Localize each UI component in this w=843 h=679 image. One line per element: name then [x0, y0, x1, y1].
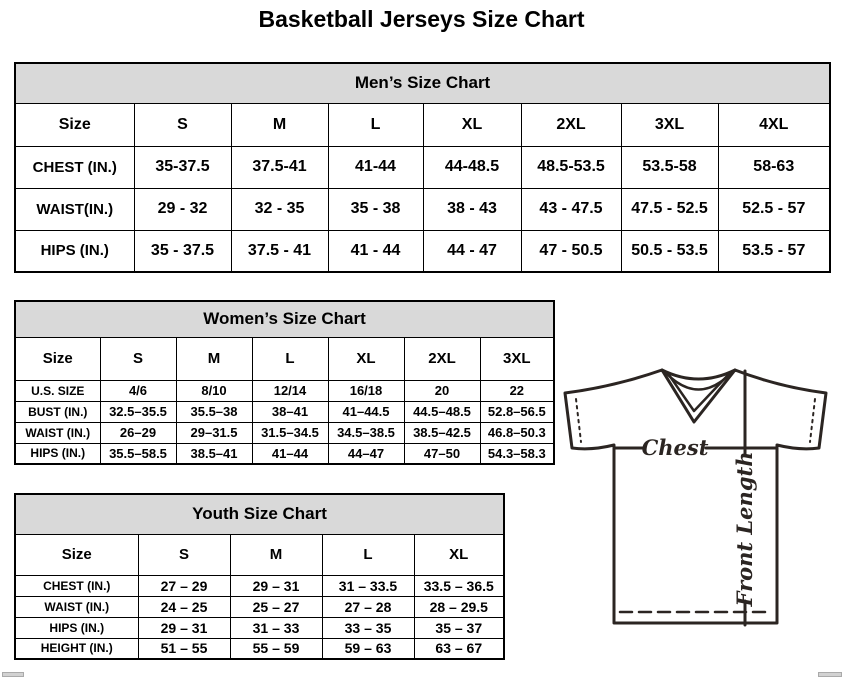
women-table-row: [15, 443, 554, 464]
women-value-cell: 16/18: [328, 380, 404, 401]
youth-value-cell: 33 – 35: [322, 617, 414, 638]
youth-value-cell: 25 – 27: [230, 596, 322, 617]
jersey-measurement-diagram: [557, 362, 843, 662]
women-value-cell: 4/6: [100, 380, 176, 401]
left-sleeve-stitch-line: [576, 399, 581, 442]
right-sleeve-stitch-line: [810, 399, 815, 442]
women-size-column-header: M: [176, 337, 252, 380]
women-table-title: Women’s Size Chart: [15, 301, 554, 337]
women-value-cell: 41–44: [252, 443, 328, 464]
women-value-cell: 38.5–42.5: [404, 422, 480, 443]
women-table-row: [15, 401, 554, 422]
women-value-cell: 44.5–48.5: [404, 401, 480, 422]
page-title: Basketball Jerseys Size Chart: [258, 6, 585, 32]
women-value-cell: 35.5–38: [176, 401, 252, 422]
men-value-cell: 35-37.5: [134, 146, 231, 188]
men-table-title: Men’s Size Chart: [15, 63, 830, 103]
women-row-label: WAIST (IN.): [15, 422, 100, 443]
men-table-row: [15, 230, 830, 272]
women-table-row: [15, 422, 554, 443]
men-value-cell: 43 - 47.5: [521, 188, 621, 230]
men-size-column-header: 4XL: [718, 103, 830, 146]
youth-row-label: HEIGHT (IN.): [15, 638, 138, 659]
men-size-column-header: XL: [423, 103, 521, 146]
women-row-label: U.S. SIZE: [15, 380, 100, 401]
women-row-label: HIPS (IN.): [15, 443, 100, 464]
men-value-cell: 44-48.5: [423, 146, 521, 188]
youth-table-row: [15, 617, 504, 638]
men-value-cell: 44 - 47: [423, 230, 521, 272]
women-value-cell: 29–31.5: [176, 422, 252, 443]
women-value-cell: 26–29: [100, 422, 176, 443]
youth-table-title: Youth Size Chart: [15, 494, 504, 534]
men-value-cell: 41-44: [328, 146, 423, 188]
men-value-cell: 35 - 37.5: [134, 230, 231, 272]
youth-value-cell: 31 – 33: [230, 617, 322, 638]
women-value-cell: 8/10: [176, 380, 252, 401]
youth-value-cell: 51 – 55: [138, 638, 230, 659]
youth-value-cell: 63 – 67: [414, 638, 504, 659]
men-value-cell: 29 - 32: [134, 188, 231, 230]
men-size-corner-header: Size: [15, 103, 134, 146]
men-table-row: [15, 188, 830, 230]
men-table-row: [15, 146, 830, 188]
women-value-cell: 38–41: [252, 401, 328, 422]
youth-size-column-header: L: [322, 534, 414, 575]
jersey-outline-icon: [557, 362, 843, 662]
women-value-cell: 47–50: [404, 443, 480, 464]
chest-label: Chest: [641, 435, 709, 460]
youth-table-row: [15, 575, 504, 596]
youth-value-cell: 27 – 29: [138, 575, 230, 596]
men-size-column-header: M: [231, 103, 328, 146]
women-value-cell: 54.3–58.3: [480, 443, 554, 464]
men-size-column-header: 2XL: [521, 103, 621, 146]
men-size-column-header: S: [134, 103, 231, 146]
women-value-cell: 20: [404, 380, 480, 401]
women-value-cell: 34.5–38.5: [328, 422, 404, 443]
women-size-column-header: 2XL: [404, 337, 480, 380]
youth-row-label: WAIST (IN.): [15, 596, 138, 617]
women-value-cell: 52.8–56.5: [480, 401, 554, 422]
women-value-cell: 35.5–58.5: [100, 443, 176, 464]
youth-value-cell: 28 – 29.5: [414, 596, 504, 617]
horizontal-scrollbar-left-fragment[interactable]: [2, 672, 24, 677]
women-value-cell: 44–47: [328, 443, 404, 464]
men-value-cell: 48.5-53.5: [521, 146, 621, 188]
youth-value-cell: 35 – 37: [414, 617, 504, 638]
women-size-table: [14, 300, 555, 465]
men-value-cell: 37.5-41: [231, 146, 328, 188]
men-size-column-header: 3XL: [621, 103, 718, 146]
youth-size-table: [14, 493, 505, 660]
youth-table-row: [15, 596, 504, 617]
youth-row-label: HIPS (IN.): [15, 617, 138, 638]
youth-value-cell: 33.5 – 36.5: [414, 575, 504, 596]
women-value-cell: 41–44.5: [328, 401, 404, 422]
men-row-label: WAIST(IN.): [15, 188, 134, 230]
women-value-cell: 22: [480, 380, 554, 401]
men-row-label: CHEST (IN.): [15, 146, 134, 188]
youth-table-row: [15, 638, 504, 659]
men-size-table: [14, 62, 831, 273]
women-row-label: BUST (IN.): [15, 401, 100, 422]
men-value-cell: 52.5 - 57: [718, 188, 830, 230]
women-value-cell: 12/14: [252, 380, 328, 401]
women-value-cell: 38.5–41: [176, 443, 252, 464]
men-value-cell: 47 - 50.5: [521, 230, 621, 272]
men-value-cell: 35 - 38: [328, 188, 423, 230]
men-value-cell: 53.5-58: [621, 146, 718, 188]
youth-value-cell: 29 – 31: [138, 617, 230, 638]
men-value-cell: 58-63: [718, 146, 830, 188]
youth-size-corner-header: Size: [15, 534, 138, 575]
men-value-cell: 53.5 - 57: [718, 230, 830, 272]
men-value-cell: 38 - 43: [423, 188, 521, 230]
women-size-column-header: S: [100, 337, 176, 380]
men-row-label: HIPS (IN.): [15, 230, 134, 272]
women-table-row: [15, 380, 554, 401]
youth-value-cell: 59 – 63: [322, 638, 414, 659]
youth-value-cell: 29 – 31: [230, 575, 322, 596]
horizontal-scrollbar-right-fragment[interactable]: [818, 672, 842, 677]
men-value-cell: 47.5 - 52.5: [621, 188, 718, 230]
women-size-corner-header: Size: [15, 337, 100, 380]
youth-value-cell: 24 – 25: [138, 596, 230, 617]
youth-size-column-header: XL: [414, 534, 504, 575]
men-value-cell: 32 - 35: [231, 188, 328, 230]
women-value-cell: 32.5–35.5: [100, 401, 176, 422]
youth-value-cell: 27 – 28: [322, 596, 414, 617]
women-value-cell: 31.5–34.5: [252, 422, 328, 443]
youth-size-column-header: M: [230, 534, 322, 575]
men-value-cell: 37.5 - 41: [231, 230, 328, 272]
women-value-cell: 46.8–50.3: [480, 422, 554, 443]
front-length-label: Front Length: [732, 451, 757, 607]
men-size-column-header: L: [328, 103, 423, 146]
youth-row-label: CHEST (IN.): [15, 575, 138, 596]
men-value-cell: 50.5 - 53.5: [621, 230, 718, 272]
women-size-column-header: L: [252, 337, 328, 380]
youth-size-column-header: S: [138, 534, 230, 575]
women-size-column-header: 3XL: [480, 337, 554, 380]
women-size-column-header: XL: [328, 337, 404, 380]
men-value-cell: 41 - 44: [328, 230, 423, 272]
youth-value-cell: 31 – 33.5: [322, 575, 414, 596]
youth-value-cell: 55 – 59: [230, 638, 322, 659]
